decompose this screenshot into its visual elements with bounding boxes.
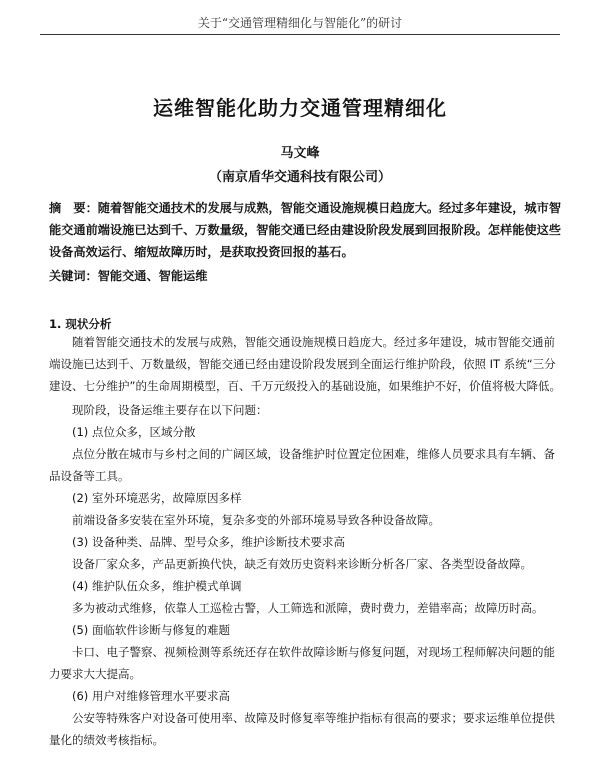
issue-text: 卡口、电子警察、视频检测等系统还存在软件故障诊断与修复问题，对现场工程师解决问题的能力要求大大提高。: [49, 645, 555, 681]
issue-heading: (4) 维护队伍众多，维护模式单调: [72, 579, 242, 593]
running-head: 关于“交通管理精细化与智能化”的研讨: [197, 16, 403, 30]
abstract-text: 随着智能交通技术的发展与成熟，智能交通设施规模日趋庞大。经过多年建设，城市智能交通前端设施已达到千、万数量级，智能交通已经由建设阶段发展到回报阶段。怎样能使这些设备高效运行、缩短故障历时，是获取投资回报的基石。: [49, 201, 562, 259]
issue-text: 设备厂家众多，产品更新换代快，缺乏有效历史资料来诊断分析各厂家、各类型设备故障。: [72, 557, 532, 571]
issue-heading: (5) 面临软件诊断与修复的难题: [72, 623, 230, 637]
issue-heading: (6) 用户对维修管理水平要求高: [72, 689, 230, 703]
issue-text: 公安等特殊客户对设备可使用率、故障及时修复率等维护指标有很高的要求；要求运维单位提供量化的绩效考核指标。: [49, 711, 555, 747]
abstract: [49, 197, 561, 263]
section-heading: 1. 现状分析: [49, 317, 112, 331]
keywords-text: 智能交通、智能运维: [97, 269, 208, 283]
section-1-intro: [49, 331, 561, 397]
issue-text: 多为被动式维修，依靠人工巡检古警，人工筛选和派障，费时费力，差错率高；故障历时高。: [72, 601, 544, 615]
author-name: 马文峰: [280, 146, 320, 161]
abstract-label: 摘 要：: [49, 201, 98, 215]
issue-text: 前端设备多安装在室外环境，复杂多变的外部环境易导致各种设备故障。: [72, 513, 440, 527]
keywords: [49, 267, 207, 284]
issue-heading: (3) 设备种类、品牌、型号众多，维护诊断技术要求高: [72, 535, 345, 549]
paragraph: 随着智能交通技术的发展与成熟，智能交通设施规模日趋庞大。经过多年建设，城市智能交通前端设施已达到千、万数量级，智能交通已经由建设阶段发展到全面运行维护阶段，依照 IT 系统“三分建设、七分维护”的生命周期模型，百、千万元级投入的基础设施，如果维护不好，价值将极大降低。: [49, 335, 561, 393]
keywords-label: 关键词：: [49, 269, 98, 283]
issues-list: [49, 399, 561, 751]
article-title: 运维智能化助力交通管理精细化: [153, 96, 447, 120]
header-rule: [40, 34, 560, 35]
issue-heading: (1) 点位众多，区域分散: [72, 425, 196, 439]
paragraph: 现阶段，设备运维主要存在以下问题：: [72, 403, 268, 417]
issue-heading: (2) 室外环境恶劣，故障原因多样: [72, 491, 242, 505]
author-affiliation: （南京盾华交通科技有限公司）: [208, 170, 391, 185]
issue-text: 点位分散在城市与乡村之间的广阔区域，设备维护时位置定位困难，维修人员要求具有车辆、备品设备等工具。: [49, 447, 555, 483]
